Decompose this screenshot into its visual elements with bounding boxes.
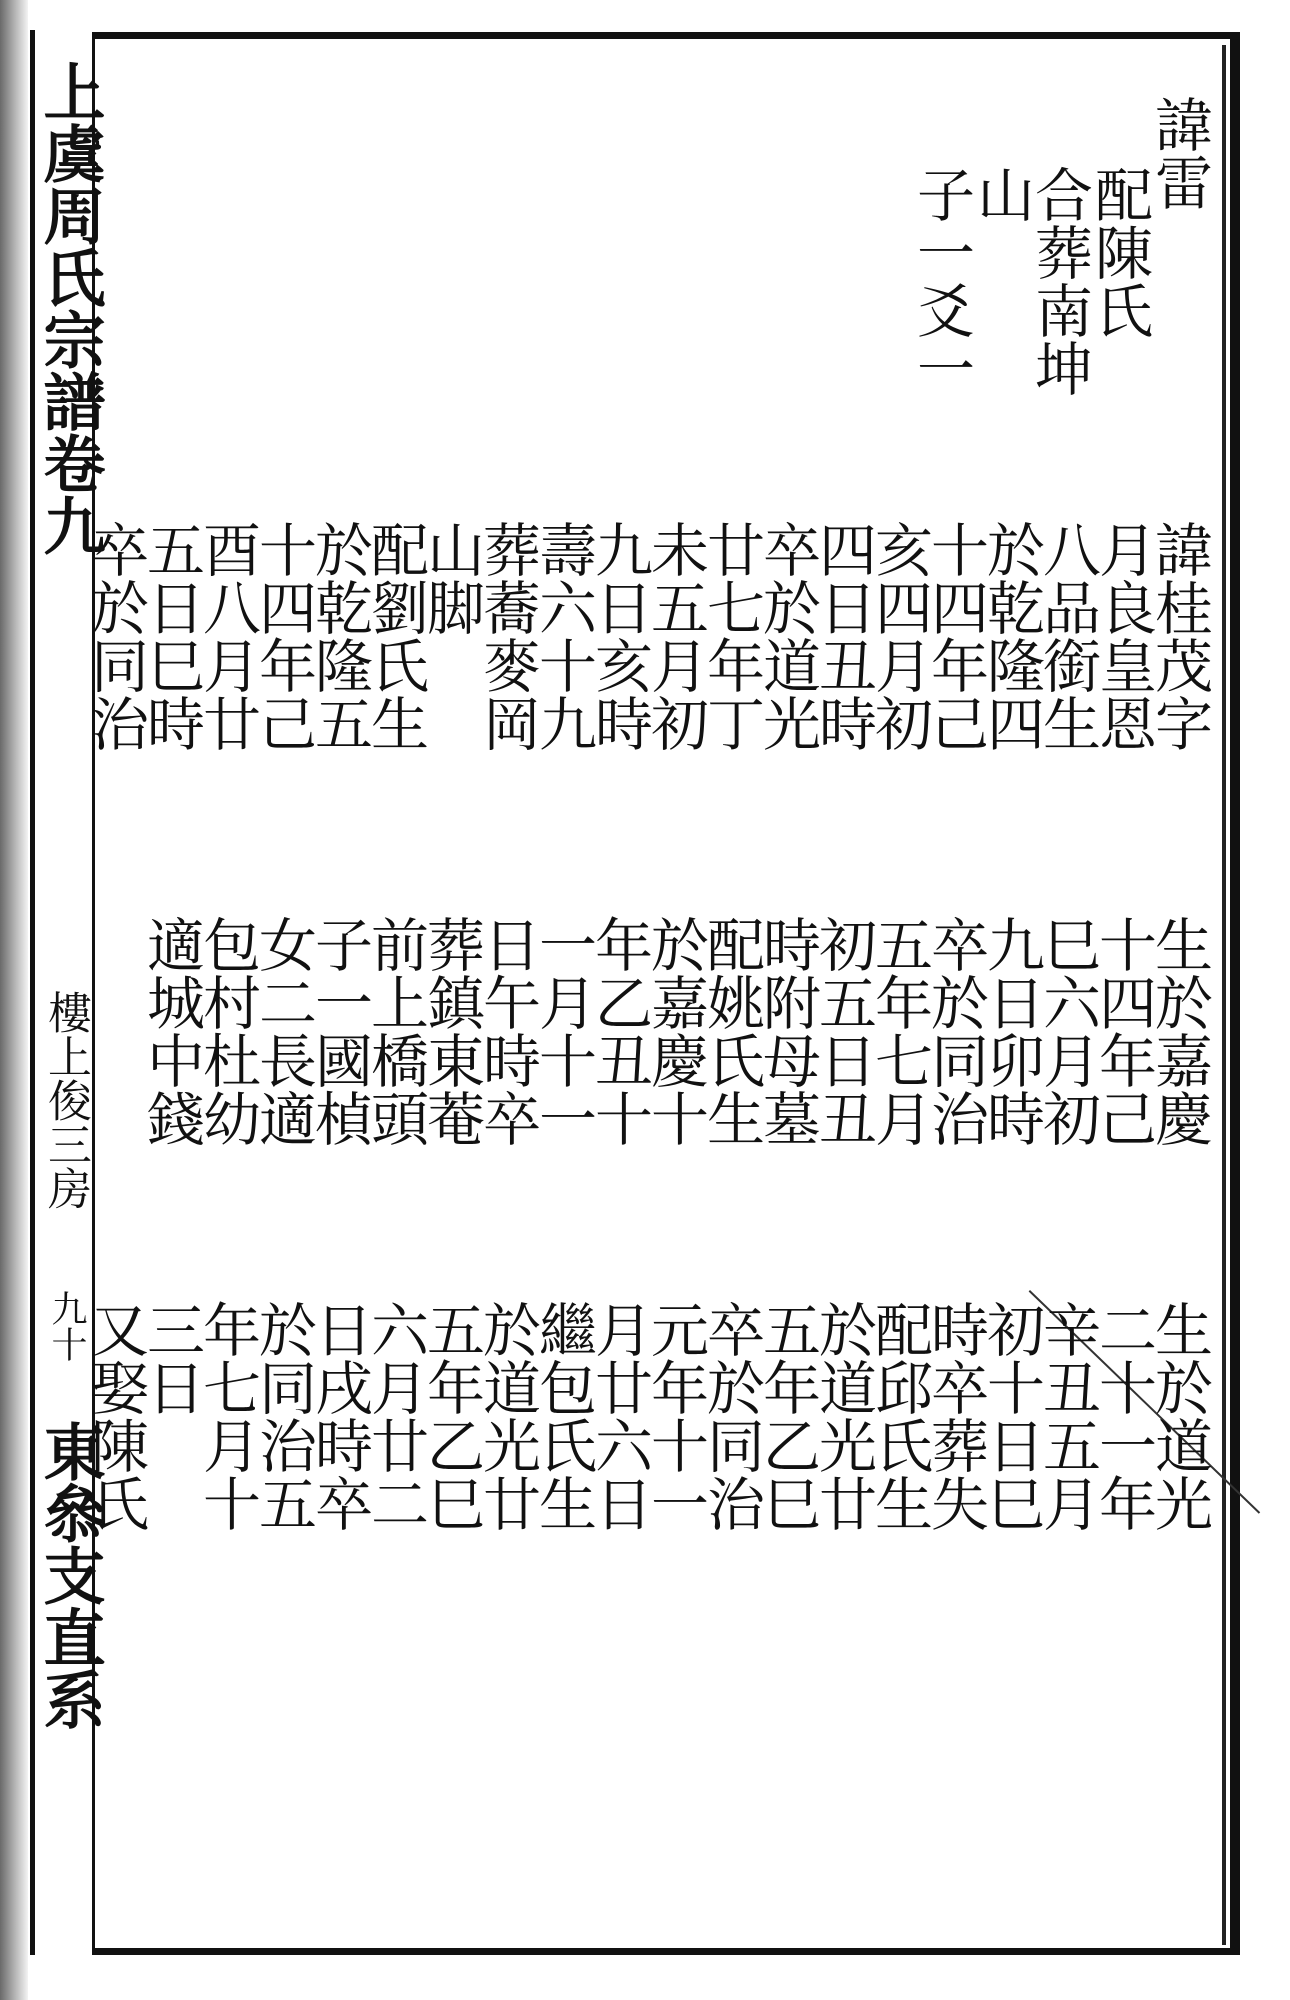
branch-label: 樓上俊三房 (40, 990, 91, 1210)
lower-column-top: 八品銜生 (1033, 520, 1101, 752)
lower-column-top: 十四年己 (921, 520, 989, 752)
lower-column-top: 酉八月廿 (193, 520, 261, 752)
lower-column-top: 五日巳時 (137, 520, 205, 752)
lower-column-top: 未五月初 (641, 520, 709, 752)
lower-column-mid: 九日卯時 (977, 915, 1045, 1147)
page-number: 九十 (46, 1290, 87, 1362)
lower-column-low: 於同治五 (249, 1300, 317, 1532)
lower-column-low: 配邱氏生 (865, 1300, 933, 1532)
lower-column-top: 於乾隆四 (977, 520, 1045, 752)
frame-inner-line (1222, 45, 1226, 1945)
lower-column-mid: 女二長適 (249, 915, 317, 1147)
lower-column-top: 配劉氏生 (361, 520, 429, 752)
lower-column-mid: 初五日丑 (809, 915, 877, 1147)
lower-column-top: 諱桂茂字 (1145, 520, 1213, 752)
lower-column-low: 年七月十 (193, 1300, 261, 1532)
lower-column-mid: 生於嘉慶 (1145, 915, 1213, 1147)
lower-column-mid: 一月十一 (529, 915, 597, 1147)
lower-column-top: 卒於道光 (753, 520, 821, 752)
lower-column-low: 日戌時卒 (305, 1300, 373, 1532)
lower-column-low: 繼包氏生 (529, 1300, 597, 1532)
genealogy-title: 上虞周氏宗譜 (33, 60, 106, 432)
lower-column-low: 月廿六日 (585, 1300, 653, 1532)
lower-column-mid: 日午時卒 (473, 915, 541, 1147)
lower-column-top: 卒於同治 (81, 520, 149, 752)
lower-column-low: 元年十一 (641, 1300, 709, 1532)
lineage-label: 東叅支直系 (33, 1420, 106, 1730)
lower-column-top: 亥四月初 (865, 520, 933, 752)
lower-column-low: 初十日巳 (977, 1300, 1045, 1532)
lower-column-top: 九日亥時 (585, 520, 653, 752)
lower-column-low: 卒於同治 (697, 1300, 765, 1532)
lower-column-top: 壽六十九 (529, 520, 597, 752)
lower-column-mid: 十四年己 (1089, 915, 1157, 1147)
upper-column: 合葬南坤 (1025, 165, 1093, 397)
lower-column-low: 五年乙巳 (417, 1300, 485, 1532)
volume-label: 卷九 (33, 432, 106, 556)
lower-column-low: 三日 (137, 1300, 205, 1416)
lower-column-mid: 子一國楨 (305, 915, 373, 1147)
lower-column-mid: 巳六月初 (1033, 915, 1101, 1147)
upper-column: 山 (967, 165, 1035, 223)
lower-column-top: 四日丑時 (809, 520, 877, 752)
lower-column-low: 辛丑五月 (1033, 1300, 1101, 1532)
lower-column-mid: 於嘉慶十 (641, 915, 709, 1147)
lower-column-mid: 葬鎮東菴 (417, 915, 485, 1147)
lower-column-low: 時卒葬失 (921, 1300, 989, 1532)
lower-column-low: 二十一年 (1089, 1300, 1157, 1532)
lower-column-top: 於乾隆五 (305, 520, 373, 752)
lower-column-mid: 卒於同治 (921, 915, 989, 1147)
lower-column-low: 於道光廿 (473, 1300, 541, 1532)
lower-column-mid: 前上橋頭 (361, 915, 429, 1147)
lower-column-top: 月良皇恩 (1089, 520, 1157, 752)
lower-column-low: 於道光廿 (809, 1300, 877, 1532)
lower-column-top: 葬蕎麥岡 (473, 520, 541, 752)
lower-column-low: 六月廿二 (361, 1300, 429, 1532)
lower-column-mid: 時附母墓 (753, 915, 821, 1147)
lower-column-top: 十四年己 (249, 520, 317, 752)
lower-column-low: 五年乙巳 (753, 1300, 821, 1532)
lower-column-mid: 五年七月 (865, 915, 933, 1147)
upper-column: 配陳氏 (1085, 165, 1153, 339)
upper-column: 子一爻一 (907, 165, 975, 397)
lower-column-mid: 包村杜幼 (193, 915, 261, 1147)
margin-title (33, 60, 106, 556)
lower-column-mid: 配姚氏生 (697, 915, 765, 1147)
lower-column-top: 廿七年丁 (697, 520, 765, 752)
lower-column-mid: 適城中錢 (137, 915, 205, 1147)
scan-edge-shadow (0, 0, 28, 2000)
lower-column-mid: 年乙丑十 (585, 915, 653, 1147)
lower-column-low: 又娶陳氏 (81, 1300, 149, 1532)
lower-column-top: 山脚 (417, 520, 485, 636)
lower-column-low: 生於道光 (1145, 1300, 1213, 1532)
upper-column: 諱雷 (1145, 95, 1213, 211)
